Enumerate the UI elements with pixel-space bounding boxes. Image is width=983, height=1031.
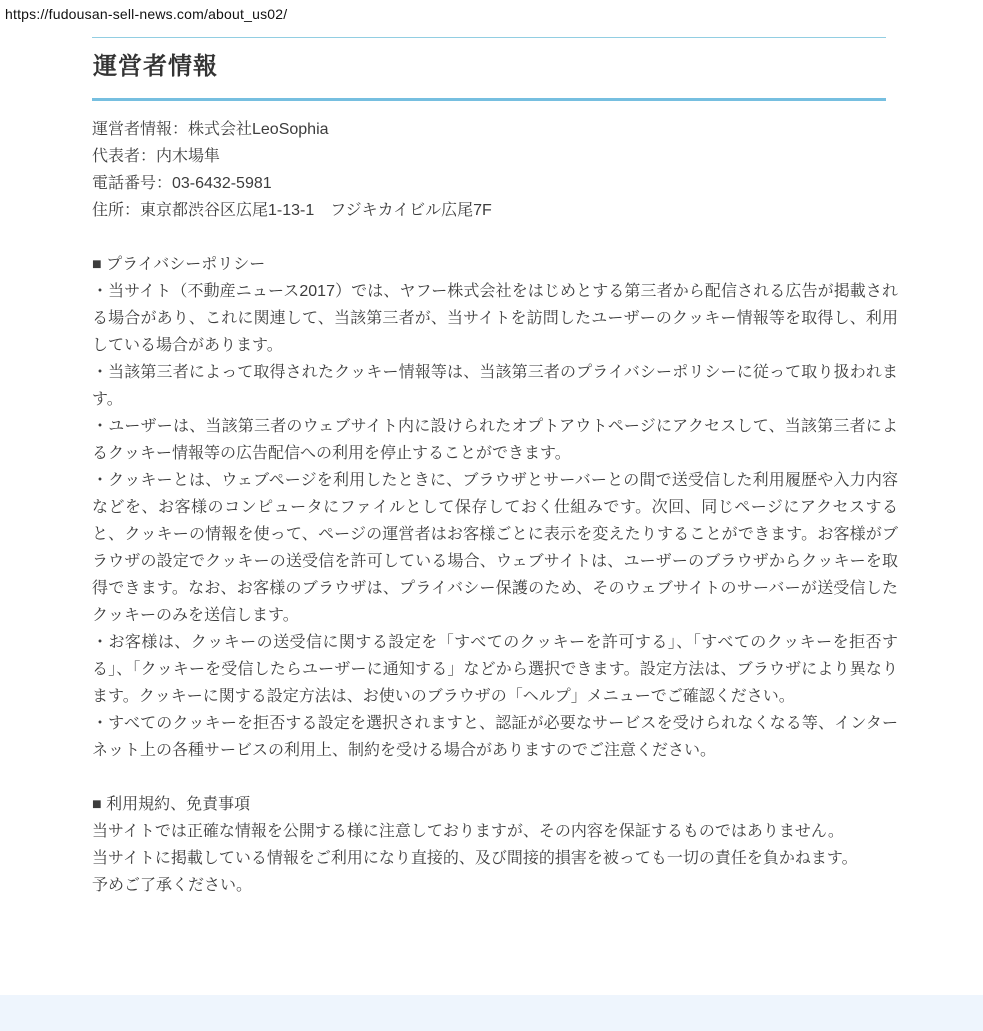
operator-info-line: 電話番号：03-6432-5981: [92, 175, 272, 192]
privacy-policy-item: ・当該第三者によって取得されたクッキー情報等は、当該第三者のプライバシーポリシーに従って取り扱われます。: [92, 364, 898, 408]
address-url[interactable]: https://fudousan-sell-news.com/about_us02/: [5, 6, 288, 22]
operator-info-line: 運営者情報：株式会社LeoSophia: [92, 121, 329, 138]
operator-info-line: 代表者：内木場隼: [92, 148, 221, 165]
privacy-policy-item: ・すべてのクッキーを拒否する設定を選択されますと、認証が必要なサービスを受けられなくなる等、インターネット上の各種サービスの利用上、制約を受ける場合がありますのでご注意ください。: [92, 715, 898, 759]
terms-lines: [92, 818, 898, 899]
main-content: [92, 37, 898, 899]
terms-line: 予めご了承ください。: [92, 877, 253, 894]
terms-line: 当サイトでは正確な情報を公開する様に注意しておりますが、その内容を保証するものではありません。: [92, 823, 844, 840]
heading-bottom-rule: [92, 98, 886, 101]
privacy-policy-item: ・当サイト（不動産ニュース2017）では、ヤフー株式会社をはじめとする第三者から配信される広告が掲載される場合があり、これに関連して、当該第三者が、当サイトを訪問したユーザーのクッキー情報等を取得し、利用している場合があります。: [92, 283, 898, 354]
page-title: 運営者情報: [93, 53, 218, 80]
footer-bar: [0, 995, 983, 1031]
privacy-policy-item: ・ユーザーは、当該第三者のウェブサイト内に設けられたオプトアウトページにアクセスして、当該第三者によるクッキー情報等の広告配信への利用を停止することができます。: [92, 418, 898, 462]
terms-heading: ■ 利用規約、免責事項: [92, 796, 251, 813]
privacy-policy-heading: ■ プライバシーポリシー: [92, 256, 266, 273]
privacy-policy-section: [92, 251, 898, 764]
heading-top-rule: [92, 37, 886, 38]
body-text: [92, 116, 898, 899]
terms-line: 当サイトに掲載している情報をご利用になり直接的、及び間接的損害を被っても一切の責任を負かねます。: [92, 850, 858, 867]
operator-info-section: [92, 116, 898, 224]
privacy-policy-item: ・お客様は、クッキーの送受信に関する設定を「すべてのクッキーを許可する」、「すべてのクッキーを拒否する」、「クッキーを受信したらユーザーに通知する」などから選択できます。設定方法は、ブラウザにより異なります。クッキーに関する設定方法は、お使いのブラウザの「ヘルプ」メニューでご確認ください。: [92, 634, 898, 705]
operator-info-line: 住所：東京都渋谷区広尾1-13-1 フジキカイビル広尾7F: [92, 202, 492, 219]
terms-section: [92, 791, 898, 899]
privacy-policy-item: ・クッキーとは、ウェブページを利用したときに、ブラウザとサーバーとの間で送受信した利用履歴や入力内容などを、お客様のコンピュータにファイルとして保存しておく仕組みです。次回、同じページにアクセスすると、クッキーの情報を使って、ページの運営者はお客様ごとに表示を変えたりすることができます。お客様がブラウザの設定でクッキーの送受信を許可している場合、ウェブサイトは、ユーザーのブラウザからクッキーを取得できます。なお、お客様のブラウザは、プライバシー保護のため、そのウェブサイトのサーバーが送受信したクッキーのみを送信します。: [92, 472, 898, 624]
privacy-policy-items: [92, 278, 898, 764]
